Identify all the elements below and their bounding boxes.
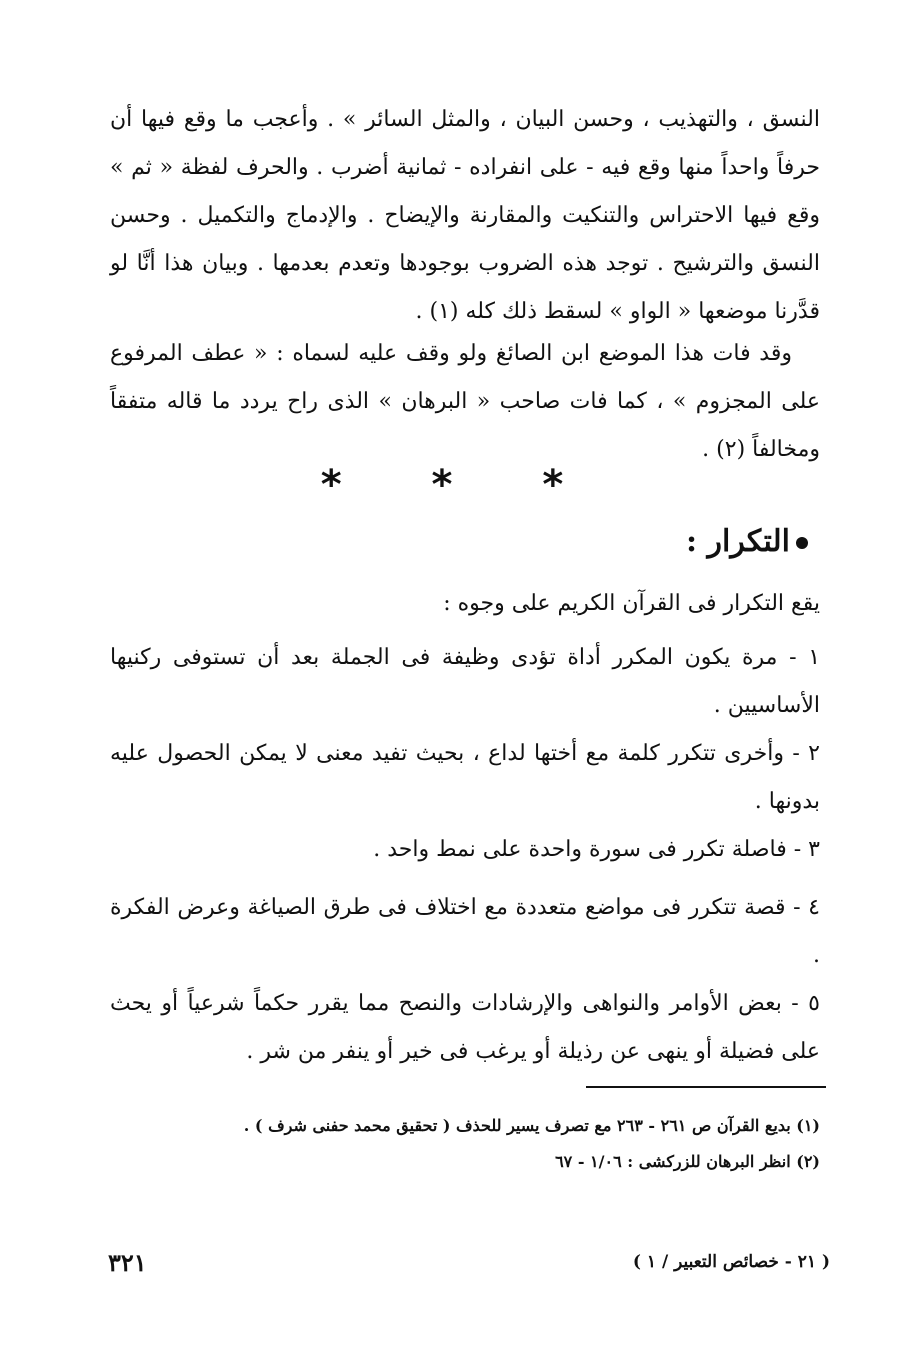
list-item-1 <box>110 634 820 730</box>
list-item-2 <box>110 730 820 826</box>
section-heading <box>686 518 808 566</box>
page-number: ٣٢١ <box>108 1248 147 1277</box>
intro-line: يقع التكرار فى القرآن الكريم على وجوه : <box>443 591 820 616</box>
paragraph-1-block <box>110 96 820 336</box>
intro-block <box>110 580 820 628</box>
list-item-text: ٢ - وأخرى تتكرر كلمة مع أختها لداع ، بحيث تفيد معنى لا يمكن الحصول عليه بدونها . <box>110 741 820 814</box>
list-item-3 <box>110 826 820 874</box>
list-item-text: ٤ - قصة تتكرر فى مواضع متعددة مع اختلاف فى طرق الصياغة وعرض الفكرة . <box>110 895 820 968</box>
paragraph-1: النسق ، والتهذيب ، وحسن البيان ، والمثل السائر » . وأعجب ما وقع فيها أن حرفاً واحداً منها وقع فيه - على انفراده - ثمانية أضرب . والحرف لفظة « ثم » وقع فيها الاحتراس والتنكيت والمقارنة والإيضاح . والإدماج والتكميل . وحسن النسق والترشيح . توجد هذه الضروب بوجودها وتعدم بعدمها . وبيان هذا أنَّا لو قدَّرنا موضعها « الواو » لسقط ذلك كله (١) . <box>110 107 820 324</box>
list-item-4 <box>110 884 820 980</box>
footnote-1: (١) بديع القرآن ص ٢٦١ - ٢٦٣ مع تصرف يسير للحذف ( تحقيق محمد حفنى شرف ) . <box>243 1116 820 1135</box>
paragraph-2-block <box>110 330 820 474</box>
footnote-divider <box>586 1086 826 1088</box>
footnote-2: (٢) انظر البرهان للزركشى : ١/٠٦ - ٦٧ <box>555 1152 820 1171</box>
section-heading-text: التكرار : <box>686 524 790 559</box>
footnotes <box>110 1108 820 1180</box>
list-item-text: ٣ - فاصلة تكرر فى سورة واحدة على نمط واحد . <box>373 837 820 862</box>
page-footer <box>90 1248 830 1288</box>
bullet-icon <box>796 537 808 549</box>
print-signature: ( ٢١ - خصائص التعبير / ١ ) <box>632 1252 830 1272</box>
list-item-text: ١ - مرة يكون المكرر أداة تؤدى وظيفة فى الجملة بعد أن تستوفى ركنيها الأساسيين . <box>110 645 821 718</box>
section-separator-stars: * * * <box>320 462 602 508</box>
list-item-5 <box>110 980 820 1076</box>
list-item-text: ٥ - بعض الأوامر والنواهى والإرشادات والنصح مما يقرر حكماً شرعياً أو يحث على فضيلة أو ينهى عن رذيلة أو يرغب فى خير أو ينفر من شر . <box>110 991 820 1064</box>
paragraph-2: وقد فات هذا الموضع ابن الصائغ ولو وقف عليه لسماه : « عطف المرفوع على المجزوم » ، كما فات صاحب « البرهان » الذى راح يردد ما قاله متفقاً ومخالفاً (٢) . <box>110 341 820 462</box>
